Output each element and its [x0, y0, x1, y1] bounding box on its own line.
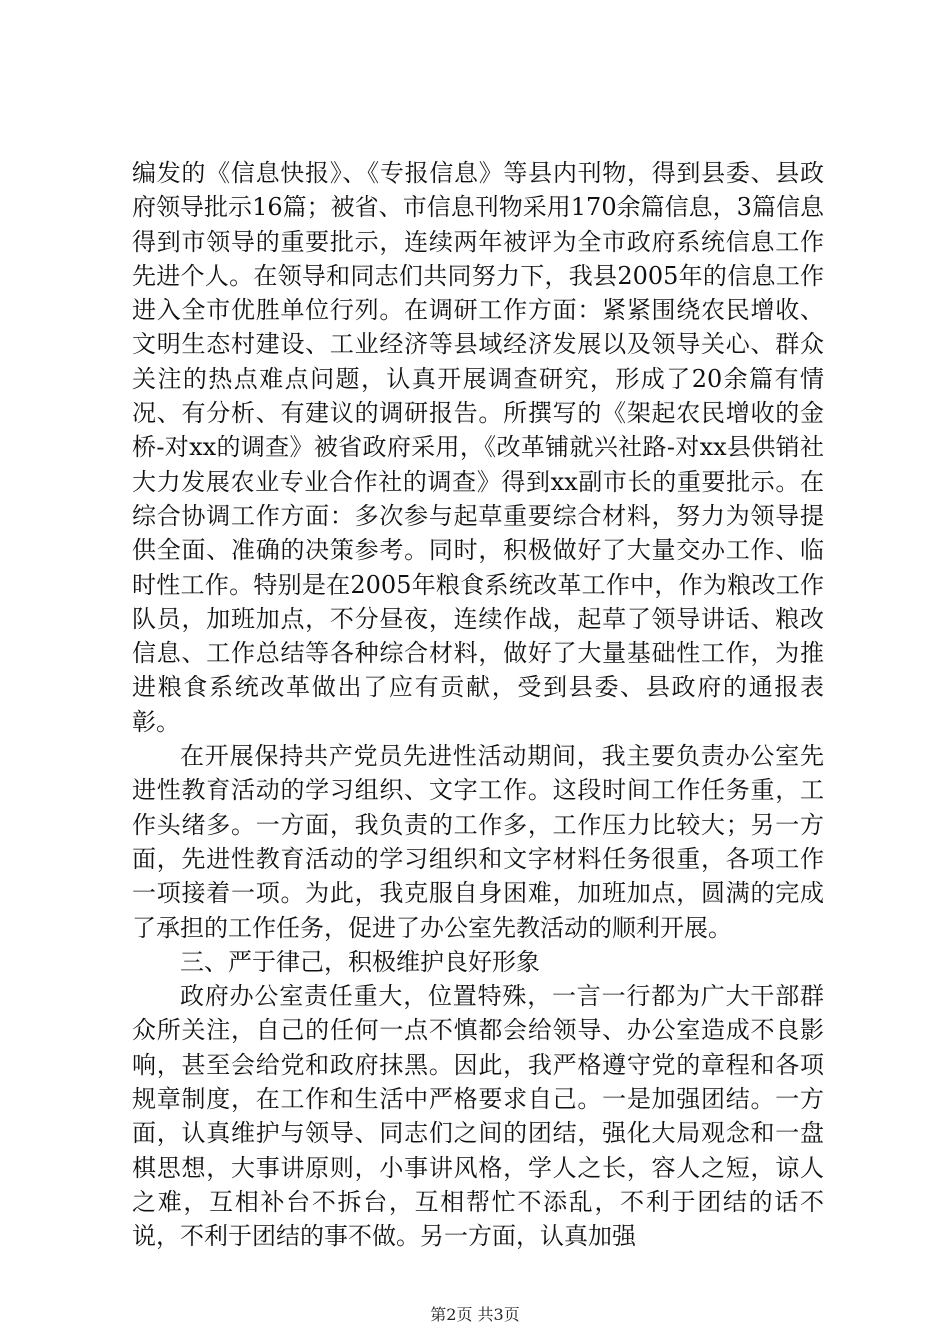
paragraph-2: 在开展保持共产党员先进性活动期间，我主要负责办公室先进性教育活动的学习组织、文字工作。这段时间工作任务重，工作头绪多。一方面，我负责的工作多，工作压力比较大；另一方面，先进性教育活动的学习组织和文字材料任务很重，各项工作一项接着一项。为此，我克服自身困难，加班加点，圆满的完成了承担的工作任务，促进了办公室先教活动的顺利开展。 [132, 742, 824, 942]
paragraph-1: 编发的《信息快报》、《专报信息》等县内刊物，得到县委、县政府领导批示16篇；被省、市信息刊物采用170余篇信息，3篇信息得到市领导的重要批示，连续两年被评为全市政府系统信息工作先进个人。在领导和同志们共同努力下，我县2005年的信息工作进入全市优胜单位行列。在调研工作方面：紧紧围绕农民增收、文明生态村建设、工业经济等县域经济发展以及领导关心、群众关注的热点难点问题，认真开展调查研究，形成了20余篇有情况、有分析、有建议的调研报告。所撰写的《架起农民增收的金桥-对xx的调查》被省政府采用，《改革铺就兴社路-对xx县供销社大力发展农业专业合作社的调查》得到xx副市长的重要批示。在综合协调工作方面：多次参与起草重要综合材料，努力为领导提供全面、准确的决策参考。同时，积极做好了大量交办工作、临时性工作。特别是在2005年粮食系统改革工作中，作为粮改工作队员，加班加点，不分昼夜，连续作战，起草了领导讲话、粮改信息、工作总结等各种综合材料，做好了大量基础性工作，为推进粮食系统改革做出了应有贡献，受到县委、县政府的通报表彰。 [132, 159, 824, 736]
section-heading: 三、严于律己，积极维护良好形象 [180, 947, 540, 976]
paragraph-3: 政府办公室责任重大，位置特殊，一言一行都为广大干部群众所关注，自己的任何一点不慎都会给领导、办公室造成不良影响，甚至会给党和政府抹黑。因此，我严格遵守党的章程和各项规章制度，在工作和生活中严格要求自己。一是加强团结。一方面，认真维护与领导、同志们之间的团结，强化大局观念和一盘棋思想，大事讲原则，小事讲风格，学人之长，容人之短，谅人之难，互相补台不拆台，互相帮忙不添乱，不利于团结的话不说，不利于团结的事不做。另一方面，认真加强 [132, 982, 824, 1251]
document-body [132, 156, 824, 1254]
page-footer: 第2页 共3页 [430, 1305, 520, 1324]
